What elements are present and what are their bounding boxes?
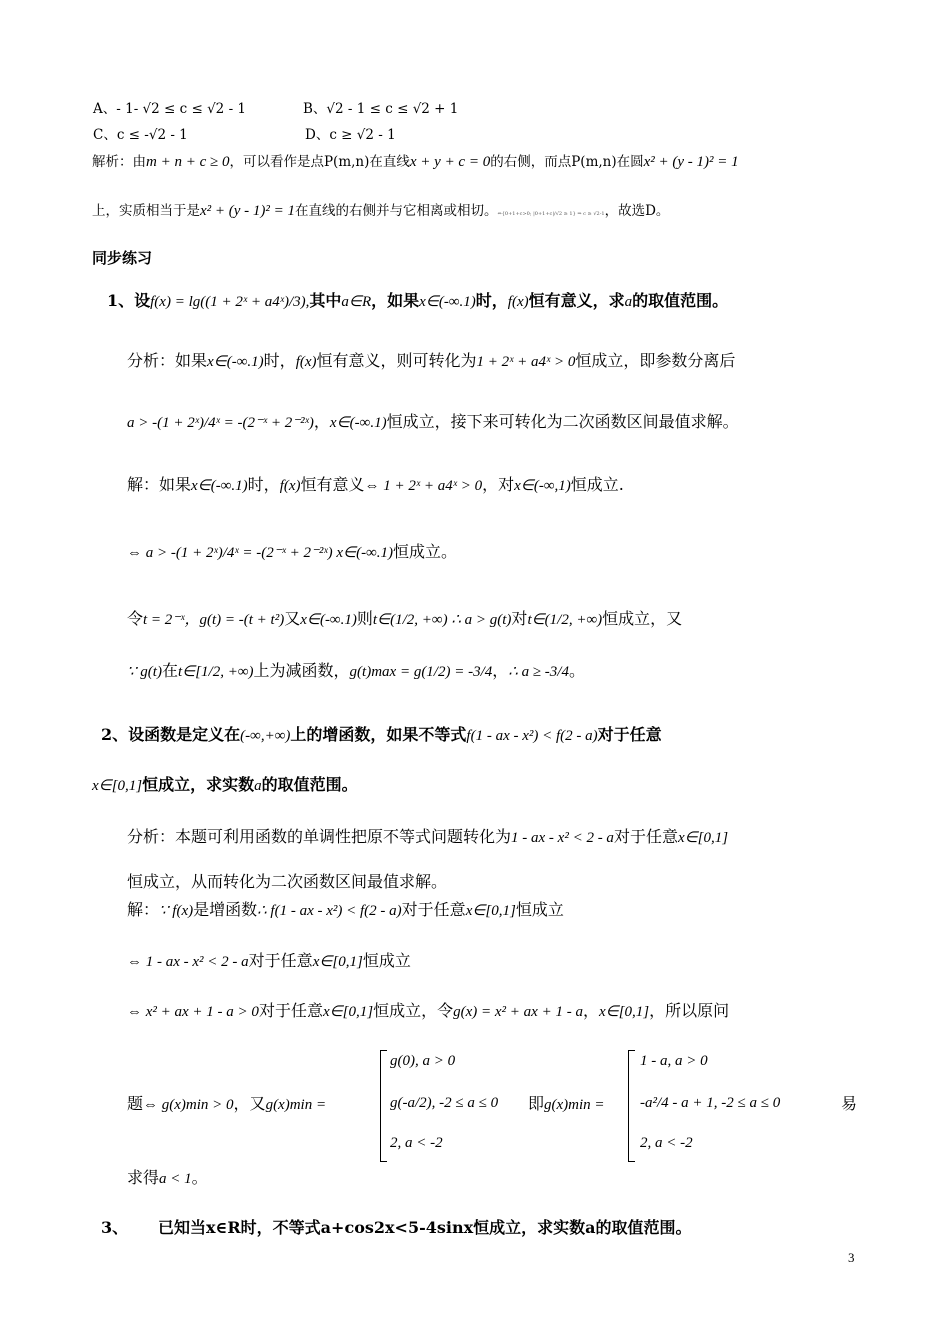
piecewise-brace-1 <box>380 1050 387 1162</box>
case-2-row-2: -a²/4 - a + 1, -2 ≤ a ≤ 0 <box>640 1095 781 1111</box>
problem-2-solution-4-lead: 题⇔ g(x)min > 0，又g(x)min = <box>127 1094 327 1113</box>
intro-line-1: 解析：由m + n + c ≥ 0，可以看作是点P(m,n)在直线x + y + c = 0的右侧，而点P(m,n)在圆x² + (y - 1)² = 1 <box>92 154 739 170</box>
case-1-row-2: g(-a/2), -2 ≤ a ≤ 0 <box>390 1095 499 1111</box>
case-2-row-3: 2, a < -2 <box>640 1135 693 1151</box>
problem-1-analysis-1: 分析：如果x∈(-∞.1)时，f(x)恒有意义，则可转化为1 + 2ˣ + a4ˣ > 0恒成立，即参数分离后 <box>127 351 736 370</box>
problem-2-solution-5: 求得a < 1。 <box>127 1168 208 1187</box>
problem-3-number: 3、 <box>101 1218 129 1237</box>
problem-2-analysis-2: 恒成立，从而转化为二次函数区间最值求解。 <box>127 872 448 891</box>
section-title: 同步练习 <box>92 249 153 267</box>
problem-1-solution-2: ⇔ a > -(1 + 2ˣ)/4ˣ = -(2⁻ˣ + 2⁻²ˣ) x∈(-∞.1)恒成立。 <box>127 542 458 561</box>
problem-2-question-2: x∈[0,1]恒成立，求实数a的取值范围。 <box>92 775 358 794</box>
problem-2-solution-4-mid: 即g(x)min = <box>528 1094 605 1113</box>
option-d: D、c ≥ √2 - 1 <box>305 127 396 143</box>
problem-2-solution-1: 解：∵ f(x)是增函数∴ f(1 - ax - x²) < f(2 - a)对于任意x∈[0,1]恒成立 <box>127 900 564 919</box>
problem-1-solution-4: ∵ g(t)在t∈[1/2, +∞)上为减函数，g(t)max = g(1/2) = -3/4，∴ a ≥ -3/4。 <box>127 661 585 680</box>
case-2-row-1: 1 - a, a > 0 <box>640 1053 708 1069</box>
problem-3-question: 已知当x∈R时，不等式a+cos2x<5-4sinx恒成立，求实数a的取值范围。 <box>158 1218 692 1237</box>
tiny-formula: ⇔{0+1+c>0; |0+1+c|/√2 ≥ 1} ⇒ c ≥ √2-1 <box>497 211 605 217</box>
problem-2-solution-2: ⇔ 1 - ax - x² < 2 - a对于任意x∈[0,1]恒成立 <box>127 951 411 970</box>
problem-1-question: 1、设f(x) = lg((1 + 2ˣ + a4ˣ)/3),其中a∈R，如果x∈(-∞.1)时，f(x)恒有意义，求a的取值范围。 <box>107 291 729 310</box>
problem-1-solution-3: 令t = 2⁻ˣ，g(t) = -(t + t²)又x∈(-∞.1)则t∈(1/2, +∞) ∴ a > g(t)对t∈(1/2, +∞)恒成立，又 <box>127 609 683 628</box>
intro-line-2: 上，实质相当于是x² + (y - 1)² = 1在直线的右侧并与它相离或相切。⇔{0+1+c>0; |0+1+c|/√2 ≥ 1} ⇒ c ≥ √2-1，故选D。 <box>92 203 670 219</box>
option-a: A、- 1- √2 ≤ c ≤ √2 - 1 <box>93 101 247 117</box>
problem-1-analysis-2: a > -(1 + 2ˣ)/4ˣ = -(2⁻ˣ + 2⁻²ˣ)，x∈(-∞.1)恒成立，接下来可转化为二次函数区间最值求解。 <box>127 412 739 431</box>
case-1-row-1: g(0), a > 0 <box>390 1053 456 1069</box>
problem-2-question: 2、设函数是定义在(-∞,+∞)上的增函数，如果不等式f(1 - ax - x²) < f(2 - a)对于任意 <box>101 725 662 744</box>
option-c: C、c ≤ -√2 - 1 <box>93 127 188 143</box>
piecewise-brace-2 <box>628 1050 635 1162</box>
problem-2-solution-4-tail: 易 <box>841 1094 858 1113</box>
case-1-row-3: 2, a < -2 <box>390 1135 443 1151</box>
problem-2-solution-3: ⇔ x² + ax + 1 - a > 0对于任意x∈[0,1]恒成立，令g(x) = x² + ax + 1 - a，x∈[0,1]，所以原问 <box>127 1001 730 1020</box>
option-b: B、√2 - 1 ≤ c ≤ √2 + 1 <box>303 101 459 117</box>
problem-2-analysis-1: 分析：本题可利用函数的单调性把原不等式问题转化为1 - ax - x² < 2 - a对于任意x∈[0,1] <box>127 827 729 846</box>
problem-1-solution-1: 解：如果x∈(-∞.1)时，f(x)恒有意义⇔ 1 + 2ˣ + a4ˣ > 0，对x∈(-∞,1)恒成立. <box>127 475 624 494</box>
page-number: 3 <box>848 1250 855 1265</box>
